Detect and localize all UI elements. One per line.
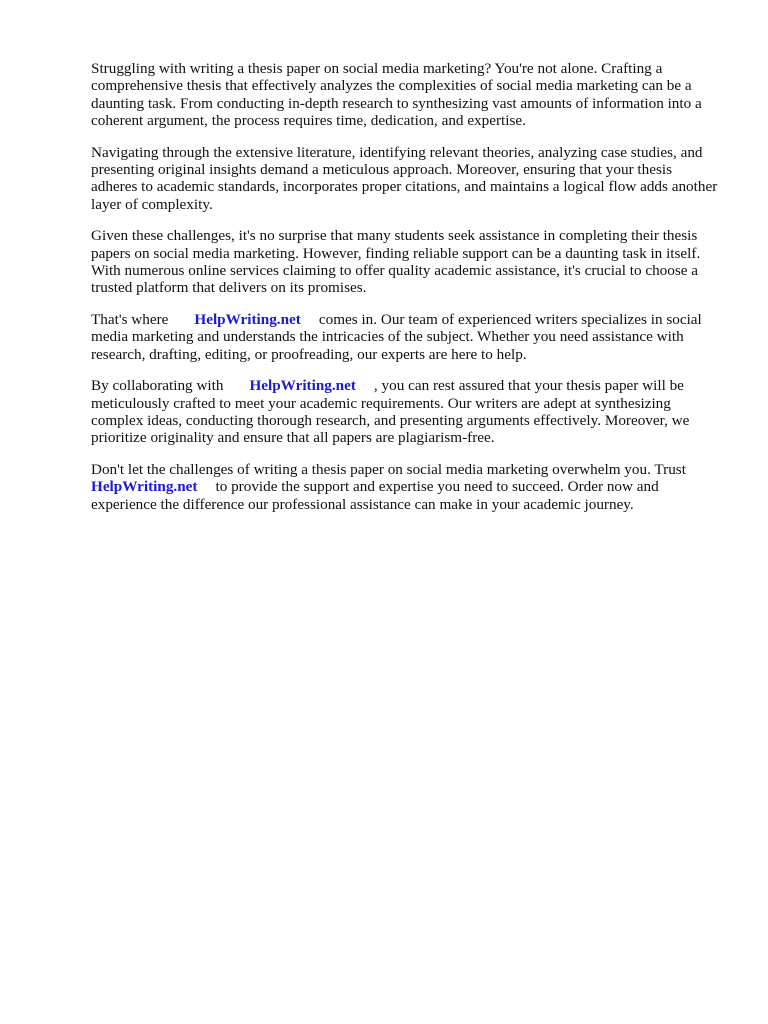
paragraph-challenges: Given these challenges, it's no surprise that many students seek assistance in completing their thesis papers on social media marketing. However, finding reliable support can be a daunting task in itself. With numerous online services claiming to offer quality academic assistance, it's crucial to choose a trusted platform that delivers on its promises.	[91, 227, 701, 297]
paragraph-thats-where-lead: That's where	[91, 310, 169, 328]
paragraph-thats-where	[91, 311, 721, 363]
helpwriting-link-1[interactable]: HelpWriting.net	[194, 310, 301, 328]
paragraph-closing	[91, 461, 721, 513]
helpwriting-link-2[interactable]: HelpWriting.net	[249, 377, 356, 395]
paragraph-closing-lead: Don't let the challenges of writing a thesis paper on social media marketing overwhelm you. Trust	[91, 460, 686, 478]
paragraph-closing-tail: to provide the support and expertise you need to succeed. Order now and experience the difference our professional assistance can make in your academic journey.	[91, 478, 659, 513]
paragraph-collaborating-lead: By collaborating with	[91, 377, 224, 395]
paragraph-collaborating-tail: , you can rest assured that your thesis paper will be meticulously crafted to meet your academic requirements. Our writers are adept at synthesizing complex ideas, conducting thorough research, and presenting arguments effectively. Moreover, we prioritize originality and ensure that all papers are plagiarism-free.	[91, 377, 690, 447]
paragraph-collaborating	[91, 377, 721, 447]
paragraph-intro: Struggling with writing a thesis paper on social media marketing? You're not alone. Crafting a comprehensive thesis that effectively analyzes the complexities of social media marketing can be a daunting task. From conducting in-depth research to synthesizing vast amounts of information into a coherent argument, the process requires time, dedication, and expertise.	[91, 60, 702, 130]
paragraph-navigating: Navigating through the extensive literature, identifying relevant theories, analyzing case studies, and presenting original insights demand a meticulous approach. Moreover, ensuring that your thesis adheres to academic standards, incorporates proper citations, and maintains a logical flow adds another layer of complexity.	[91, 143, 718, 213]
helpwriting-link-3[interactable]: HelpWriting.net	[91, 478, 198, 496]
paragraph-thats-where-tail: comes in. Our team of experienced writers specializes in social media marketing and understands the intricacies of the subject. Whether you need assistance with research, drafting, editing, or proofreading, our experts are here to help.	[91, 310, 702, 363]
document-body	[91, 60, 721, 527]
